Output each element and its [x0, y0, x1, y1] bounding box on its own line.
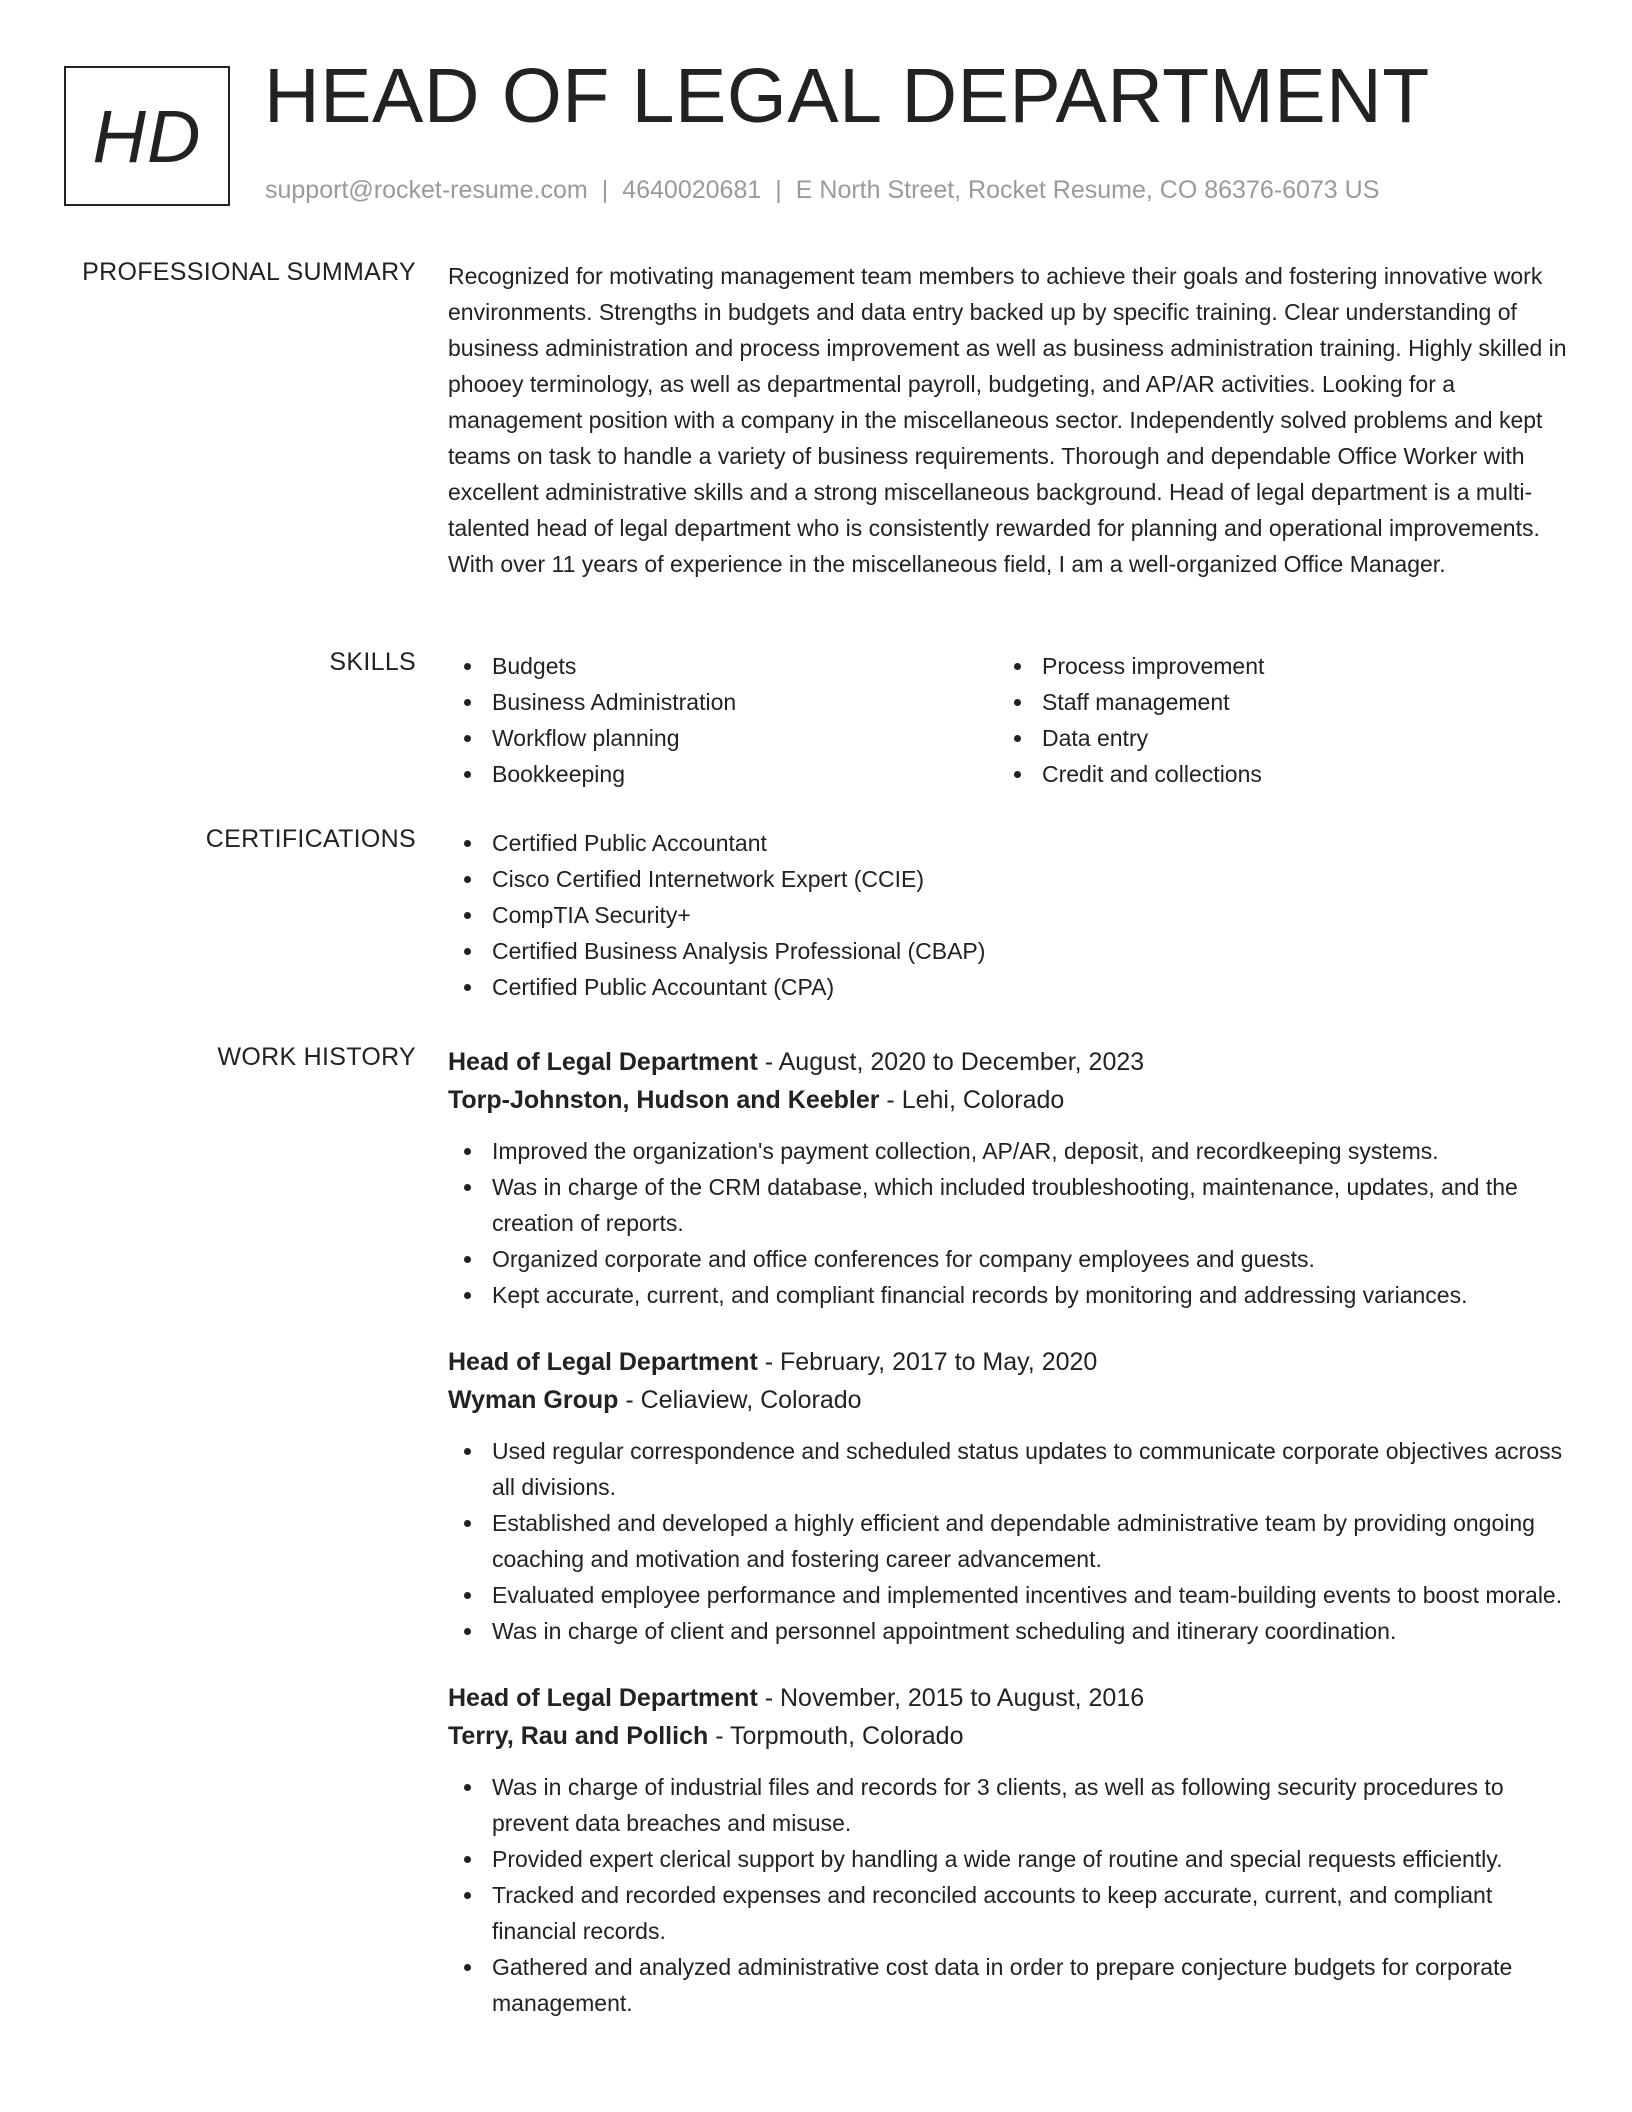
- certification-item: Certified Business Analysis Professional (CBAP): [448, 933, 1568, 969]
- contact-line: [265, 176, 1379, 205]
- certification-item: Certified Public Accountant: [448, 825, 1568, 861]
- monogram-box: [64, 66, 230, 206]
- summary-body: [448, 258, 1568, 582]
- skills-body: [448, 648, 1568, 792]
- skill-item: Data entry: [998, 720, 1548, 756]
- job-company-line: [448, 1717, 1568, 1755]
- job-title: Head of Legal Department: [448, 1048, 758, 1076]
- job-duty-item: Was in charge of client and personnel appointment scheduling and itinerary coordination.: [448, 1613, 1568, 1649]
- job-company: Wyman Group: [448, 1386, 619, 1414]
- job-duty-item: Evaluated employee performance and implemented incentives and team-building events to boost morale.: [448, 1577, 1568, 1613]
- job-duty-item: Used regular correspondence and scheduled status updates to communicate corporate objectives across all divisions.: [448, 1433, 1568, 1505]
- skill-item: Process improvement: [998, 648, 1548, 684]
- job-entry: [448, 1343, 1568, 1649]
- job-title: Head of Legal Department: [448, 1684, 758, 1712]
- job-company-line: [448, 1081, 1568, 1119]
- contact-separator: |: [775, 176, 782, 204]
- job-entry: [448, 1043, 1568, 1313]
- job-duties-list: [448, 1433, 1568, 1649]
- candidate-name: HEAD OF LEGAL DEPARTMENT: [264, 53, 1430, 139]
- contact-phone: 4640020681: [622, 176, 762, 204]
- job-entry: [448, 1679, 1568, 2021]
- certification-item: CompTIA Security+: [448, 897, 1568, 933]
- job-duty-item: Was in charge of the CRM database, which included troubleshooting, maintenance, updates, and the creation of reports.: [448, 1169, 1568, 1241]
- job-duty-item: Improved the organization's payment collection, AP/AR, deposit, and recordkeeping systems.: [448, 1133, 1568, 1169]
- skill-item: Budgets: [448, 648, 998, 684]
- job-duty-item: Was in charge of industrial files and records for 3 clients, as well as following security procedures to prevent data breaches and misuse.: [448, 1769, 1568, 1841]
- contact-separator: |: [601, 176, 609, 204]
- job-duty-item: Tracked and recorded expenses and reconciled accounts to keep accurate, current, and compliant financial records.: [448, 1877, 1568, 1949]
- job-title-line: [448, 1343, 1568, 1381]
- job-duties-list: [448, 1133, 1568, 1313]
- job-duty-item: Provided expert clerical support by handling a wide range of routine and special requests efficiently.: [448, 1841, 1568, 1877]
- section-heading-work-history: WORK HISTORY: [217, 1043, 416, 1071]
- job-location: Celiaview, Colorado: [640, 1386, 862, 1414]
- certifications-list: [448, 825, 1568, 1005]
- skill-item: Business Administration: [448, 684, 998, 720]
- job-company: Terry, Rau and Pollich: [448, 1722, 709, 1750]
- job-dash: -: [708, 1722, 731, 1750]
- job-dash: -: [618, 1386, 641, 1414]
- contact-address: E North Street, Rocket Resume, CO 86376-6073 US: [795, 176, 1380, 204]
- skill-item: Staff management: [998, 684, 1548, 720]
- job-location: Lehi, Colorado: [901, 1086, 1065, 1114]
- certification-item: Certified Public Accountant (CPA): [448, 969, 1568, 1005]
- job-title: Head of Legal Department: [448, 1348, 758, 1376]
- section-heading-certifications: CERTIFICATIONS: [205, 825, 416, 853]
- skill-item: Bookkeeping: [448, 756, 998, 792]
- job-dates: November, 2015 to August, 2016: [780, 1684, 1145, 1712]
- job-duty-item: Established and developed a highly efficient and dependable administrative team by providing ongoing coaching and motivation and fostering career advancement.: [448, 1505, 1568, 1577]
- summary-text: Recognized for motivating management team members to achieve their goals and fostering innovative work environments. Strengths in budgets and data entry backed up by specific training. Clear understanding of business administration and process improvement as well as business administration training. Highly skilled in phooey terminology, as well as departmental payroll, budgeting, and AP/AR activities. Looking for a management position with a company in the miscellaneous sector. Independently solved problems and kept teams on task to handle a variety of business requirements. Thorough and dependable Office Worker with excellent administrative skills and a strong miscellaneous background. Head of legal department is a multi-talented head of legal department who is consistently rewarded for planning and operational improvements. With over 11 years of experience in the miscellaneous field, I am a well-organized Office Manager.: [448, 263, 1567, 577]
- monogram-initials: HD: [92, 94, 202, 178]
- job-dates: August, 2020 to December, 2023: [778, 1048, 1145, 1076]
- job-duty-item: Gathered and analyzed administrative cost data in order to prepare conjecture budgets for corporate management.: [448, 1949, 1568, 2021]
- certifications-body: [448, 825, 1568, 1005]
- job-title-line: [448, 1679, 1568, 1717]
- job-duty-item: Kept accurate, current, and compliant financial records by monitoring and addressing variances.: [448, 1277, 1568, 1313]
- section-heading-summary: PROFESSIONAL SUMMARY: [82, 258, 416, 286]
- skill-item: Credit and collections: [998, 756, 1548, 792]
- job-duty-item: Organized corporate and office conferences for company employees and guests.: [448, 1241, 1568, 1277]
- job-dash: -: [757, 1684, 780, 1712]
- job-dates: February, 2017 to May, 2020: [780, 1348, 1098, 1376]
- skills-list: [448, 648, 1568, 792]
- job-company: Torp-Johnston, Hudson and Keebler: [448, 1086, 880, 1114]
- section-heading-skills: SKILLS: [329, 648, 416, 676]
- skill-item: Workflow planning: [448, 720, 998, 756]
- job-location: Torpmouth, Colorado: [730, 1722, 964, 1750]
- job-company-line: [448, 1381, 1568, 1419]
- contact-email: support@rocket-resume.com: [265, 176, 588, 204]
- certification-item: Cisco Certified Internetwork Expert (CCIE): [448, 861, 1568, 897]
- job-title-line: [448, 1043, 1568, 1081]
- job-dash: -: [757, 1348, 780, 1376]
- job-dash: -: [757, 1048, 779, 1076]
- job-dash: -: [879, 1086, 902, 1114]
- job-duties-list: [448, 1769, 1568, 2021]
- work-history-body: [448, 1043, 1568, 2051]
